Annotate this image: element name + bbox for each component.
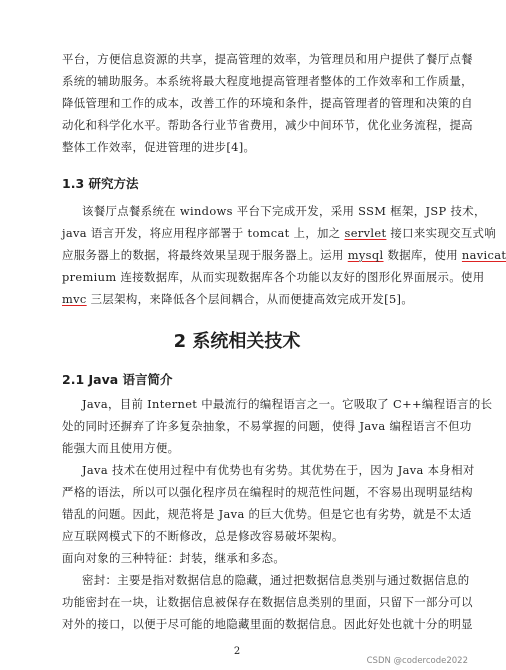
paragraph-line: premium 连接数据库，从而实现数据库各个功能以友好的图形化界面展示。使用 — [62, 270, 485, 284]
text-run: 接口来实现交互式响 — [386, 226, 497, 240]
paragraph-line: 降低管理和工作的成本，改善工作的环境和条件，提高管理者的管理和决策的自 — [62, 96, 473, 110]
text-run: 应服务器上的数据，将最终效果呈现于服务器上。运用 — [62, 248, 348, 262]
text-run: 数据库，使用 — [383, 248, 462, 262]
paragraph-line: 处的同时还摒弃了许多复杂抽象，不易掌握的问题，使得 Java 编程语言不但功 — [62, 419, 472, 433]
paragraph-line: Java 技术在使用过程中有优势也有劣势。其优势在于，因为 Java 本身相对 — [82, 463, 475, 477]
paragraph-line — [62, 247, 506, 264]
underlined-term: mvc — [62, 292, 87, 306]
paragraph-line: 能强大而且使用方便。 — [62, 441, 180, 455]
underlined-term: navicat — [461, 248, 506, 262]
underlined-term: servlet — [344, 226, 387, 240]
paragraph-line — [62, 225, 496, 242]
paragraph-line — [62, 291, 413, 308]
paragraph-line: 平台，方便信息资源的共享，提高管理的效率，为管理员和用户提供了餐厅点餐 — [62, 52, 473, 66]
paragraph-line: 整体工作效率，促进管理的进步[4]。 — [62, 140, 256, 154]
paragraph-line: 应互联网模式下的不断修改，总是修改容易破坏架构。 — [62, 529, 344, 543]
paragraph-line: 面向对象的三种特征：封装，继承和多态。 — [62, 551, 286, 565]
section-heading-2-1: 2.1 Java 语言简介 — [62, 372, 173, 387]
watermark: CSDN @codercode2022 — [366, 656, 468, 666]
section-heading-1-3: 1.3 研究方法 — [62, 176, 139, 191]
paragraph-line: 严格的语法，所以可以强化程序员在编程时的规范性问题，不容易出现明显结构 — [62, 485, 473, 499]
paragraph-line: 密封：主要是指对数据信息的隐藏，通过把数据信息类别与通过数据信息的 — [82, 573, 470, 587]
text-run: 三层架构，来降低各个层间耦合，从而便捷高效完成开发[5]。 — [86, 292, 414, 306]
paragraph-line: 动化和科学化水平。帮助各行业节省费用，减少中间环节，优化业务流程，提高 — [62, 118, 473, 132]
chapter-heading: 2 系统相关技术 — [173, 331, 301, 352]
paragraph-line: 系统的辅助服务。本系统将最大程度地提高管理者整体的工作效率和工作质量， — [62, 74, 473, 88]
paragraph-line: 错乱的问题。因此，规范将是 Java 的巨大优势。但是它也有劣势，就是不太适 — [62, 507, 472, 521]
paragraph-line: 功能密封在一块，让数据信息被保存在数据信息类别的里面，只留下一部分可以 — [62, 595, 473, 609]
paragraph-line: 该餐厅点餐系统在 windows 平台下完成开发，采用 SSM 框架，JSP 技术， — [82, 204, 486, 218]
text-run: java 语言开发，将应用程序部署于 tomcat 上，加之 — [62, 226, 345, 240]
paragraph-line: Java，目前 Internet 中最流行的编程语言之一。它吸取了 C++编程语言的长 — [82, 397, 493, 411]
paragraph-line: 对外的接口，以便于尽可能的地隐藏里面的数据信息。因此好处也就十分的明显 — [62, 617, 473, 631]
underlined-term: mysql — [347, 248, 384, 262]
page-number: 2 — [233, 646, 241, 657]
